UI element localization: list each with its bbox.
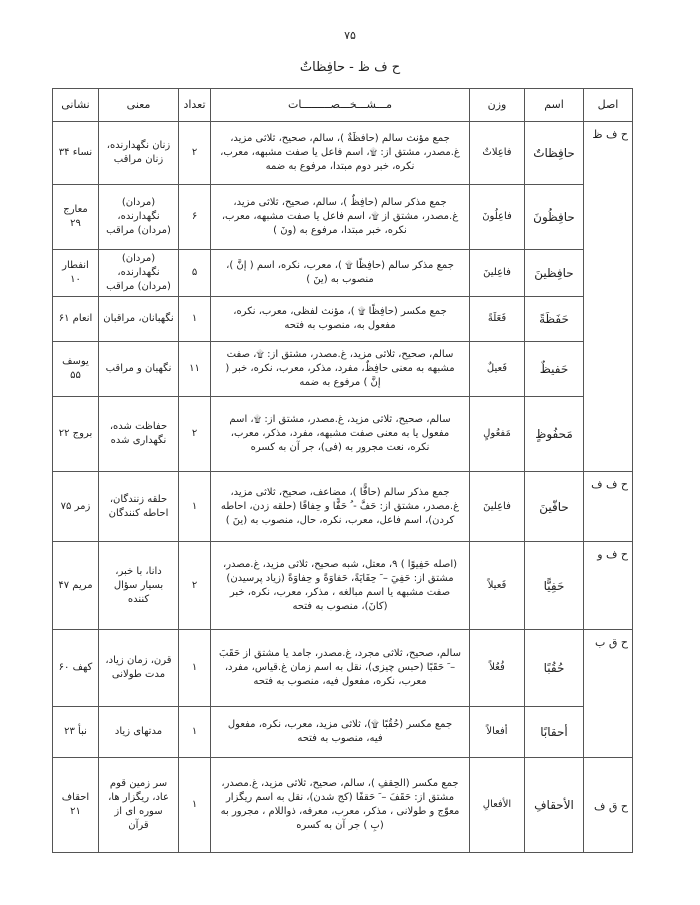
root-cell: ح ق ف xyxy=(584,758,633,853)
name-cell: الأحقافِ xyxy=(525,758,584,853)
desc-cell: (اصله حَفِيوًا ) ۹، معتل، شبه صحیح، ثلاثی مزید، غ.مصدر، مشتق از: حَفِيَ – َ حِفَايَةً، حَفاوَةً و حِفاوَةً (زیاد پرسیدن) صفت مشبهه یا اسم مبالغه ، مذکر، معرب، نکره، خبر (کانَ)، منصوب به فتحه xyxy=(211,542,470,630)
desc-cell: جمع مکسر (حافِظًا ۩ )، مؤنث لفظی، معرب، نکره، مفعول به، منصوب به فتحه xyxy=(211,297,470,342)
desc-cell: سالم، صحیح، ثلاثی مجرد، غ.مصدر، جامد یا مشتق از حَقَبَ – َ حَقَبًا (حبس چیزی)، نقل به اسم زمان غ.قیاس، مفرد، معرب، نکره، مفعول فیه، منصوب به فتحه xyxy=(211,630,470,707)
ref-cell: نساء ۳۴ xyxy=(53,122,99,185)
meaning-cell: (مردان) نگهدارنده، (مردان) مراقب xyxy=(99,185,179,250)
desc-cell: جمع مذکر سالم (حافًّا )، مضاعف، صحیح، ثلاثی مزید، غ.مصدر، مشتق از: حَفَّ - ُ حَفًّا و حِفافًا (حلقه زدن، احاطه کردن)، اسم فاعل، معرب، نکره، حال، منصوب به (ينَ ) xyxy=(211,472,470,542)
header-desc: مـــشـــخـــصـــــــــات xyxy=(211,89,470,122)
header-wazn: وزن xyxy=(470,89,525,122)
meaning-cell: دانا، با خبر، بسیار سؤال کننده xyxy=(99,542,179,630)
count-cell: ۲ xyxy=(179,542,211,630)
header-root: اصل xyxy=(584,89,633,122)
root-cell: ح ف ظ xyxy=(584,122,633,472)
root-cell: ح ف و xyxy=(584,542,633,630)
table-row xyxy=(53,542,633,630)
table-row xyxy=(53,122,633,185)
meaning-cell: زنان نگهدارنده، زنان مراقب xyxy=(99,122,179,185)
table-row xyxy=(53,297,633,342)
count-cell: ۱ xyxy=(179,758,211,853)
ref-cell: زمر ۷۵ xyxy=(53,472,99,542)
meaning-cell: سر زمین قوم عاد، ریگزار ها، سوره ای از قرآن xyxy=(99,758,179,853)
wazn-cell: فاعِلاتٌ xyxy=(470,122,525,185)
table-row xyxy=(53,472,633,542)
desc-cell: جمع مؤنث سالم (حافظَةٌ )، سالم، صحیح، ثلاثی مزید، غ.مصدر، مشتق از: ۩، اسم فاعل یا صفت مشبهه، معرب، نکره، خبر دوم مبتدا، مرفوع به ضمه xyxy=(211,122,470,185)
desc-cell: سالم، صحیح، ثلاثی مزید، غ.مصدر، مشتق از: ۩، اسم مفعول یا به معنی صفت مشبهه، مفرد، مذکر، معرب، نکره، نعت مجرور به (فی)، جر آن به کسره xyxy=(211,397,470,472)
table-row xyxy=(53,250,633,297)
meaning-cell: حفاظت شده، نگهداری شده xyxy=(99,397,179,472)
ref-cell: انفطار ۱۰ xyxy=(53,250,99,297)
table-row xyxy=(53,185,633,250)
meaning-cell: مدتهای زیاد xyxy=(99,707,179,758)
table-row xyxy=(53,342,633,397)
table-row xyxy=(53,630,633,707)
meaning-cell: نگهبان و مراقب xyxy=(99,342,179,397)
count-cell: ۲ xyxy=(179,397,211,472)
desc-cell: جمع مذکر سالم (حافِظٌ )، سالم، صحیح، ثلاثی مزید، غ.مصدر، مشتق از ۩، اسم فاعل یا صفت مشبهه، معرب، نکره، خبر مبتدا، مرفوع به (ونَ ) xyxy=(211,185,470,250)
desc-cell: جمع مکسر (الحِقفِ )، سالم، صحیح، ثلاثی مزید، غ.مصدر، مشتق از: حَقَفَ – َ حَقفًا (کج شدن)، نقل به اسم ریگزار معوّج و طولانی ، مذکر، معرب، معرفه، ذواللام ، مجرور به (بِ ) جر آن به کسره xyxy=(211,758,470,853)
page-number: ۷۵ xyxy=(344,29,356,42)
count-cell: ۱ xyxy=(179,472,211,542)
table-row xyxy=(53,707,633,758)
count-cell: ۲ xyxy=(179,122,211,185)
ref-cell: بروج ۲۲ xyxy=(53,397,99,472)
table-header-row xyxy=(53,89,633,122)
name-cell: حَفِيًّا xyxy=(525,542,584,630)
table-row xyxy=(53,758,633,853)
ref-cell: انعام ۶۱ xyxy=(53,297,99,342)
wazn-cell: فَعَلَةً xyxy=(470,297,525,342)
name-cell: حَفيظٌ xyxy=(525,342,584,397)
header-ref: نشانی xyxy=(53,89,99,122)
ref-cell: یوسف ۵۵ xyxy=(53,342,99,397)
header-meaning: معنی xyxy=(99,89,179,122)
header-count: تعداد xyxy=(179,89,211,122)
ref-cell: معارج ۲۹ xyxy=(53,185,99,250)
page-title: ح ف ظ - حافِظاتٌ xyxy=(299,60,401,75)
ref-cell: نبأ ۲۳ xyxy=(53,707,99,758)
name-cell: مَحفُوظٍ xyxy=(525,397,584,472)
count-cell: ۱ xyxy=(179,707,211,758)
count-cell: ۱۱ xyxy=(179,342,211,397)
table-row xyxy=(53,397,633,472)
root-cell: ح ف ف xyxy=(584,472,633,542)
ref-cell: مریم ۴۷ xyxy=(53,542,99,630)
root-cell: ح ق ب xyxy=(584,630,633,758)
desc-cell: سالم، صحیح، ثلاثی مزید، غ.مصدر، مشتق از: ۩، صفت مشبهه به معنی حافِظٌ، مفرد، مذکر، معرب، نکره، خبر ( إنَّ ) مرفوع به ضمه xyxy=(211,342,470,397)
count-cell: ۶ xyxy=(179,185,211,250)
name-cell: حَفَظَةً xyxy=(525,297,584,342)
word-analysis-table xyxy=(52,88,633,853)
wazn-cell: فاعِلينَ xyxy=(470,472,525,542)
wazn-cell: فُعُلاً xyxy=(470,630,525,707)
wazn-cell: فَعيلاً xyxy=(470,542,525,630)
wazn-cell: الأفعالِ xyxy=(470,758,525,853)
wazn-cell: أفعالاً xyxy=(470,707,525,758)
meaning-cell: نگهبانان، مراقبان xyxy=(99,297,179,342)
ref-cell: احقاف ۲۱ xyxy=(53,758,99,853)
ref-cell: کهف ۶۰ xyxy=(53,630,99,707)
wazn-cell: فَعيلٌ xyxy=(470,342,525,397)
meaning-cell: حلقه زنندگان، احاطه کنندگان xyxy=(99,472,179,542)
name-cell: حُقُبًا xyxy=(525,630,584,707)
name-cell: حافّينَ xyxy=(525,472,584,542)
wazn-cell: فاعِلُونَ xyxy=(470,185,525,250)
desc-cell: جمع مکسر (حُقُبًا ۩)، ثلاثی مزید، معرب، نکره، مفعول فیه، منصوب به فتحه xyxy=(211,707,470,758)
count-cell: ۱ xyxy=(179,630,211,707)
meaning-cell: (مردان) نگهدارنده، (مردان) مراقب xyxy=(99,250,179,297)
wazn-cell: مَفعُولٍ xyxy=(470,397,525,472)
header-name: اسم xyxy=(525,89,584,122)
desc-cell: جمع مذکر سالم (حافِظًا ۩ )، معرب، نکره، اسم ( إنَّ )، منصوب به (ينَ ) xyxy=(211,250,470,297)
wazn-cell: فاعِلينَ xyxy=(470,250,525,297)
name-cell: حافِظاتٌ xyxy=(525,122,584,185)
count-cell: ۵ xyxy=(179,250,211,297)
name-cell: أحقابًا xyxy=(525,707,584,758)
count-cell: ۱ xyxy=(179,297,211,342)
name-cell: حافِظينَ xyxy=(525,250,584,297)
name-cell: حافِظُونَ xyxy=(525,185,584,250)
meaning-cell: قرن، زمان زیاد، مدت طولانی xyxy=(99,630,179,707)
